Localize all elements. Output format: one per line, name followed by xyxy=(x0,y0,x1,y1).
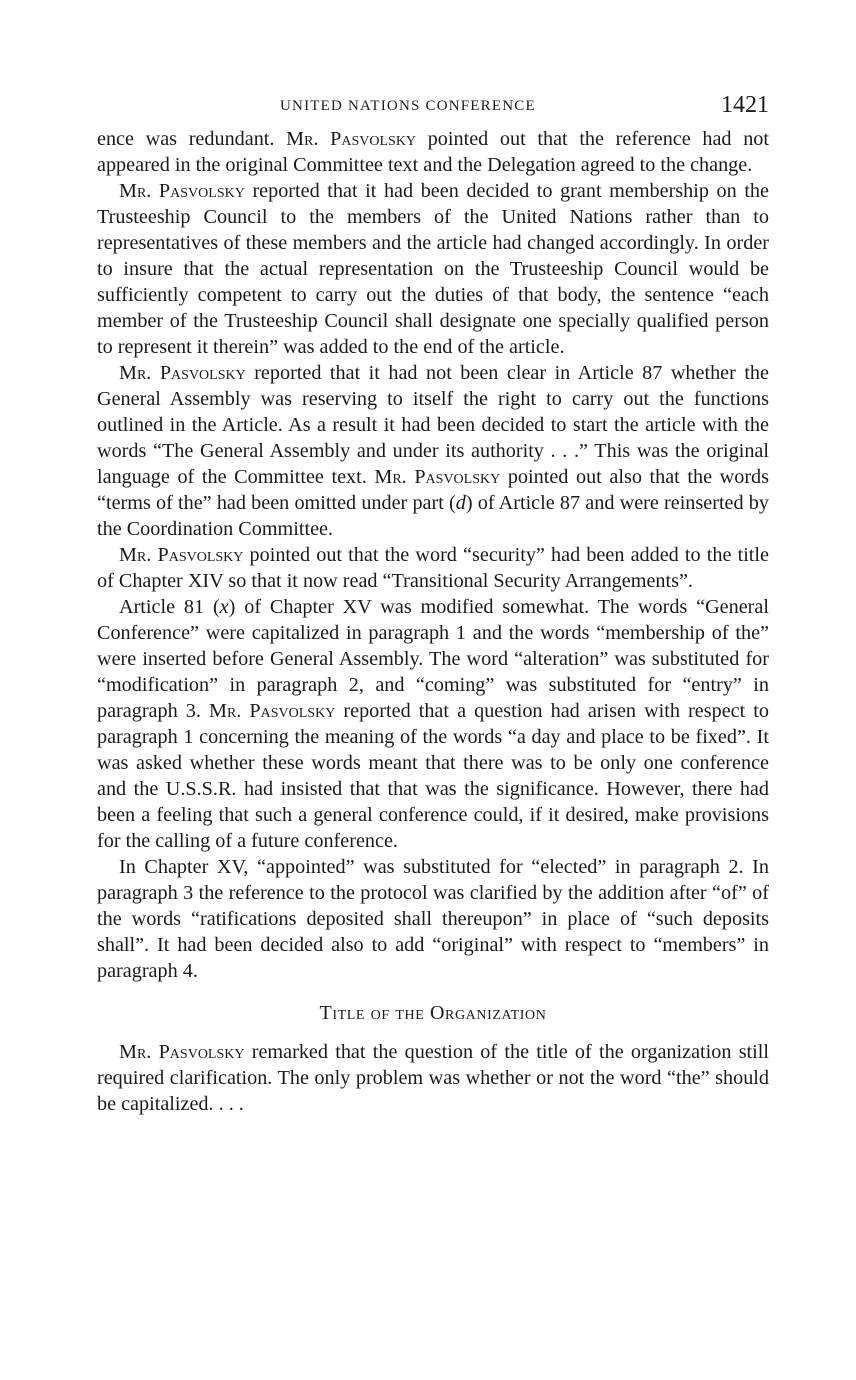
text-segment: pointed out that the word “security” had been added to the title of Chapter XIV so that it now read “Transitional Security Arrangements”. xyxy=(97,544,769,592)
text-segment: ) of Article 87 and were reinserted by the Coordination Committee. xyxy=(97,492,769,540)
text-segment: x xyxy=(219,596,229,618)
page xyxy=(97,92,769,1117)
speaker-name: Mr. Pasvolsky xyxy=(286,128,417,150)
page-number: 1421 xyxy=(721,92,769,118)
speaker-name: Mr. Pasvolsky xyxy=(119,544,244,566)
text-segment: remarked that the question of the title of the organization still required clarification. The only problem was whether or not the word “the” should be capitalized. . . . xyxy=(97,1041,769,1115)
text-segment: In Chapter XV, “appointed” was substituted for “elected” in paragraph 2. In paragraph 3 the reference to the protocol was clarified by the addition after “of” of the words “ratifications deposited shall thereupon” in place of “such deposits shall”. It had been decided also to add “original” with respect to “members” in paragraph 4. xyxy=(97,856,769,982)
speaker-name: Mr. Pasvolsky xyxy=(119,1041,245,1063)
text-segment: pointed out also that the words “terms of the” had been omitted under part ( xyxy=(97,466,769,514)
running-head xyxy=(97,92,769,126)
closing-paragraph xyxy=(97,1039,769,1117)
text-segment: Article 81 ( xyxy=(119,596,220,618)
body-paragraph xyxy=(97,542,769,594)
text-segment: pointed out that the reference had not appeared in the original Committee text and the Delegation agreed to the change. xyxy=(97,128,769,176)
text-segment: ) of Chapter XV was modified somewhat. The words “General Conference” were capitalized in paragraph 1 and the words “membership of the” were inserted before General Assembly. The word “alteration” was substituted for “modification” in paragraph 2, and “coming” was substituted for “entry” in paragraph 3. xyxy=(97,596,769,722)
closing-text xyxy=(97,1039,769,1117)
body-paragraph xyxy=(97,854,769,984)
body-text xyxy=(97,126,769,984)
body-paragraph xyxy=(97,178,769,360)
body-paragraph xyxy=(97,126,769,178)
text-segment: reported that it had not been clear in Article 87 whether the General Assembly was reserving to itself the right to carry out the functions outlined in the Article. As a result it had been decided to start the article with the words “The General Assembly and under its authority . . .” This was the original language of the Committee text. xyxy=(97,362,769,488)
running-head-title: UNITED NATIONS CONFERENCE xyxy=(280,98,536,114)
body-paragraph xyxy=(97,594,769,854)
text-segment: d xyxy=(455,492,466,514)
text-segment: reported that it had been decided to grant membership on the Trusteeship Council to the members of the United Nations rather than to representatives of these members and the article had changed accordingly. In order to insure that the actual representation on the Trusteeship Council would be sufficiently competent to carry out the duties of that body, the sentence “each member of the Trusteeship Council shall designate one specially qualified person to represent it therein” was added to the end of the article. xyxy=(97,180,769,358)
text-segment: reported that a question had arisen with respect to paragraph 1 concerning the meaning of the words “a day and place to be fixed”. It was asked whether these words meant that there was to be only one conference and the U.S.S.R. had insisted that that was the significance. However, there had been a feeling that such a general conference could, if it desired, make provisions for the calling of a future conference. xyxy=(97,700,770,852)
text-segment: ence was redundant. xyxy=(97,128,287,150)
body-paragraph xyxy=(97,360,769,542)
speaker-name: Mr. Pasvolsky xyxy=(374,466,501,488)
speaker-name: Mr. Pasvolsky xyxy=(209,700,336,722)
speaker-name: Mr. Pasvolsky xyxy=(119,362,246,384)
section-heading: Title of the Organization xyxy=(319,1002,547,1024)
speaker-name: Mr. Pasvolsky xyxy=(119,180,245,202)
